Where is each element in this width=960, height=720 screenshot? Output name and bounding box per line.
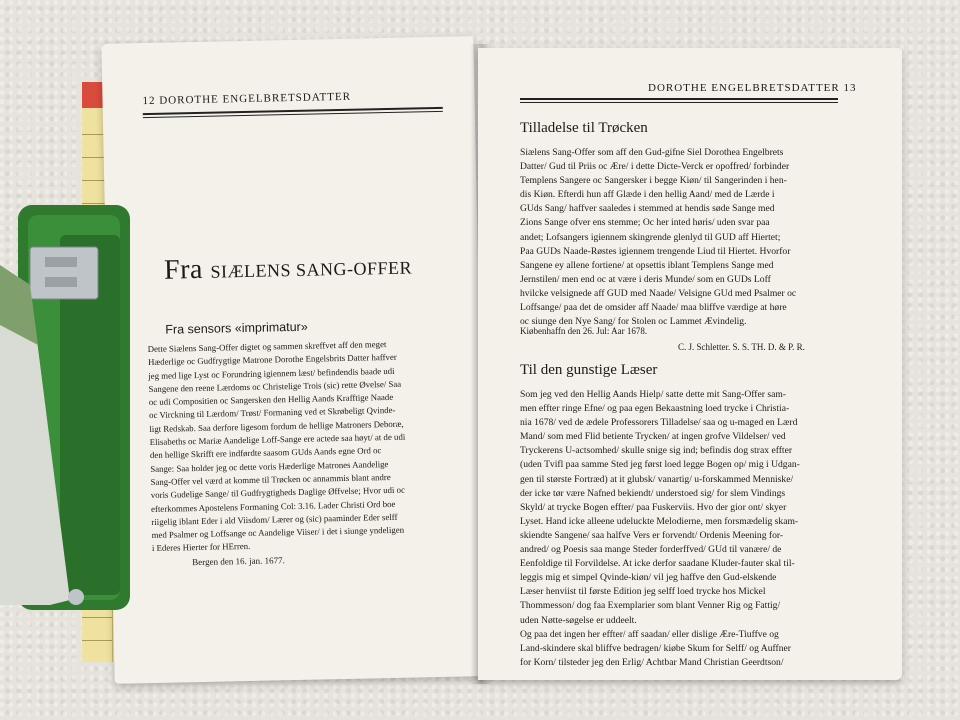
left-line: Dette Siælens Sang-Offer digtet og sammen skreffvet aff den meget bbox=[147, 339, 387, 355]
left-dateline: Bergen den 16. jan. 1677. bbox=[192, 555, 285, 568]
sec2-line: men effter ringe Efne/ og paa egen Bekaastning loed trycke i Christia- bbox=[520, 403, 790, 415]
section1-text bbox=[520, 146, 840, 329]
sec2-line: uden Nøtte-søgelse er uddeelt. bbox=[520, 614, 637, 626]
sec2-line: der icke tør være Nafned bekiendt/ understoed sig/ for slem Vindings bbox=[520, 487, 786, 499]
metal-slot-2 bbox=[45, 277, 77, 287]
sec2-line: nia 1678/ ved de ædele Professorers Tilladelse/ saa og u-maged en Lærd bbox=[520, 417, 798, 429]
left-page-title bbox=[164, 250, 412, 287]
sec2-line: Læser henviist til første Edition jeg selff loed trycke hos Mickel bbox=[520, 586, 766, 598]
left-line: ligt Redskab. Saa derfore ligesom fordum de hellige Matroners Deboræ, bbox=[149, 418, 404, 434]
sec1-line: Datter/ Gud til Priis oc Ære/ i dette Dicte-Verck er opoffred/ forbinder bbox=[520, 161, 790, 173]
left-line: jeg med lige Lyst oc Forundring igiennem læst/ befindendis baade udi bbox=[148, 365, 395, 381]
sec2-line: Mand/ som med Flid betiente Trycken/ at ingen grofve Vildelser/ ved bbox=[520, 431, 786, 443]
section2-text bbox=[520, 388, 840, 670]
left-subtitle: Fra sensors «imprimatur» bbox=[165, 319, 308, 337]
left-line: Hæderlige oc Gudfrygtige Matrone Dorothe Engelsbrits Datter haffver bbox=[147, 352, 397, 368]
left-line: Sangene den reene Lærdoms oc Christelige Trois (sic) rette Øvelse/ Saa bbox=[148, 378, 402, 394]
sec1-line: Sangene ey allene fortiene/ at opsettis iblant Templens Sange med bbox=[520, 259, 774, 271]
sec1-line: Siælens Sang-Offer som aff den Gud-gifne Siel Dorothea Engelbrets bbox=[520, 147, 784, 158]
metal-plate bbox=[30, 247, 98, 299]
left-running-head: 12 DOROTHE ENGELBRETSDATTER bbox=[142, 90, 352, 108]
section2-title: Til den gunstige Læser bbox=[520, 362, 658, 378]
right-running-head: DOROTHE ENGELBRETSDATTER 13 bbox=[648, 82, 857, 94]
right-head-rule bbox=[520, 98, 838, 100]
left-body-text bbox=[148, 336, 470, 555]
sec2-line: Og paa det ingen her effter/ aff saadan/ eller dislige Ære-Tiuffve og bbox=[520, 628, 779, 640]
sec1-line: Jernstilen/ men end oc at være i deris Munde/ som en GUDs Loff bbox=[520, 273, 771, 285]
sec2-line: andred/ og Poesis saa mange Steder forderffved/ GUd til vanære/ de bbox=[520, 544, 782, 556]
section1-place: Kiøbenhaffn den 26. Jul: Aar 1678. bbox=[520, 326, 648, 336]
sec2-line: Skyld/ at trycke Bogen effter/ paa Fuskerviis. Hvo der gior ont/ skyer bbox=[520, 501, 787, 513]
sec1-line: Zions Sange ofver ens stemme; Oc her inted høris/ uden svar paa bbox=[520, 217, 770, 229]
sec2-line: Eenfoldige til Forvildelse. At icke derfor saadane Kluder-fauter skal til- bbox=[520, 558, 795, 570]
sec1-line: GUds Sang/ haffver saaledes i stemmed at hendis søde Sange med bbox=[520, 203, 775, 215]
left-line: oc Virckning til Lærdom/ Trøst/ Formaning ved et Skrøbeligt Qvinde- bbox=[149, 405, 396, 421]
metal-slot bbox=[45, 257, 77, 267]
title-rest: SIÆLENS SANG-OFFER bbox=[210, 257, 413, 282]
left-line: den hellige Skrifft ere indførdte saasom GUds Aands egne Ord oc bbox=[149, 445, 382, 461]
sec1-line: Paa GUDs Naade-Røstes igiennem trengende Liud til Hiertet. Hvorfor bbox=[520, 245, 791, 257]
sec2-line: Thommesson/ dog faa Exemplarier som blant Venner Rig og Fattig/ bbox=[520, 600, 781, 612]
left-line: Elisabeths oc Mariæ Aandelige Loff-Sange ere actede saa høyt/ at de udi bbox=[149, 431, 406, 448]
left-line: voris Gudelige Sange/ til Gudfrygtigheds Daglige Øffvelse; Hvor udi oc bbox=[150, 484, 406, 501]
left-line: efterkommes Apostelens Formaning Col: 3.16. Lader Christi Ord boe bbox=[150, 498, 396, 514]
left-line: med Psalmer og Loffsange oc Aandelige Viiser/ i det i siunge yndeligen bbox=[151, 524, 405, 541]
section1-title: Tilladelse til Trøcken bbox=[520, 120, 648, 136]
left-line: i Ederes Hierter for HErren. bbox=[151, 541, 251, 554]
left-line: Sang-Offer vel værd at komme til Trøcken oc annammis blant andre bbox=[150, 471, 391, 487]
sec2-line: Som jeg ved den Hellig Aands Hielp/ satte dette mit Sang-Offer sam- bbox=[520, 389, 786, 400]
stapler-pivot bbox=[68, 589, 84, 605]
sec2-line: Lyset. Hand icke alleene udeluckte Melodierne, men forsmædelig skam- bbox=[520, 515, 799, 527]
section1-signature: C. J. Schletter. S. S. TH. D. & P. R. bbox=[678, 342, 805, 352]
title-fra: Fra bbox=[163, 253, 204, 286]
left-line: oc udi Compositien oc Sangersken den Hellig Aands Krafftige Naade bbox=[148, 392, 394, 408]
sec2-line: (uden Tvifl paa samme Sted jeg først loed legge Bogen op/ mig i Udgan- bbox=[520, 459, 800, 471]
right-head-rule-thin bbox=[520, 102, 838, 103]
sec1-line: Templens Sangere oc Sangersker i begge Kiøn/ til Sangerinden i hen- bbox=[520, 175, 787, 187]
sec2-line: gen til største Fortræd) at it glubsk/ vanartig/ u-forskammed Menniske/ bbox=[520, 473, 794, 485]
right-page bbox=[478, 48, 902, 680]
left-line: Sange: Saa holder jeg oc dette voris Hæderlige Matrones Aandelige bbox=[150, 458, 389, 474]
left-page bbox=[101, 36, 486, 684]
sec2-line: Land-skindere skal bliffve bedragen/ kiøbe Skum for Selff/ og Auffner bbox=[520, 642, 791, 654]
sec2-line: for Korn/ tilsteder jeg den Erlig/ Achtbar Mand Christian Geerdtson/ bbox=[520, 656, 784, 668]
sec1-line: andet; Lofsangers igiennem skingrende glenlyd til GUD aff Hiertet; bbox=[520, 231, 781, 243]
sec2-line: leggis mig et simpel Qvinde-kiøn/ vil jeg haffve den Gud-elskende bbox=[520, 572, 777, 584]
sec1-line: hvilcke velsignede aff GUD med Naade/ Velsigne GUd med Psalmer oc bbox=[520, 287, 797, 299]
sec1-line: dis Kiøn. Efterdi hun aff Glæde i den hellig Aand/ med de Lærde i bbox=[520, 189, 775, 201]
sec2-line: skiendte Sangene/ saa halfve Vers er forvendt/ Ordenis Meening for- bbox=[520, 529, 784, 541]
stapler bbox=[0, 205, 140, 625]
sec1-line: Loffsange/ paa det de omsider aff Naade/ maa bliffve værdige at høre bbox=[520, 302, 787, 314]
sec1-line: oc siunge den Nye Sang/ for Stolen oc Lammet Ævindelig. bbox=[520, 316, 747, 328]
sec2-line: Tryckerens U-actsomhed/ skulle snige sig ind; befindis dog strax effter bbox=[520, 445, 793, 457]
left-line: riigelig iblant Eder i ald Viisdom/ Lærer og (sic) paaminder Eder selff bbox=[151, 511, 398, 527]
